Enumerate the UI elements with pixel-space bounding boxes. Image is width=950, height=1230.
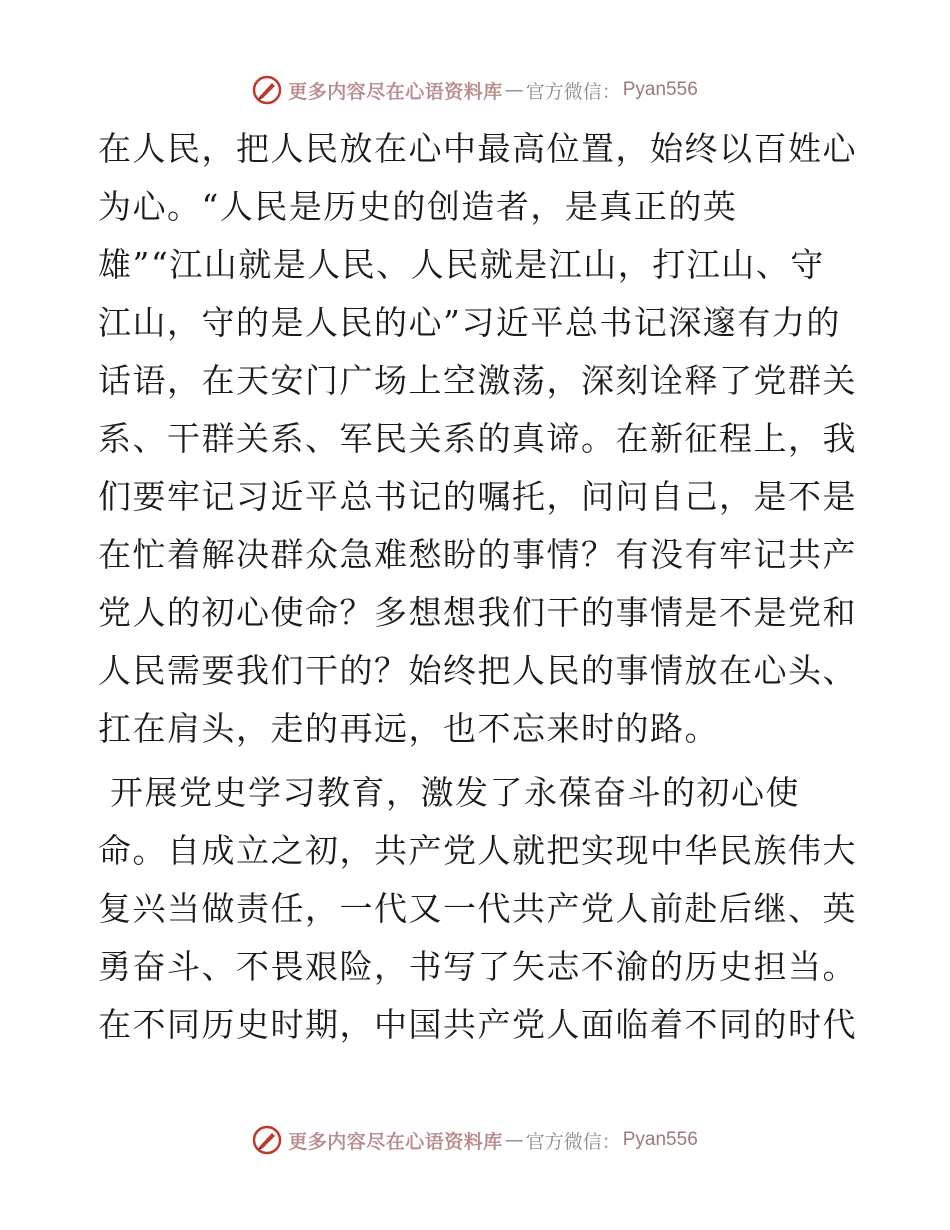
text-line: 扛在肩头，走的再远，也不忘来时的路。 [98,709,719,748]
document-body [98,120,858,1054]
text-line: 话语，在天安门广场上空激荡，深刻诠释了党群关 [98,361,857,400]
paragraph-1 [98,120,858,758]
footer-wechat-label: 官方微信： [525,1130,621,1153]
footer-banner [0,1120,950,1160]
text-line: 开展党史学习教育，激发了永葆奋斗的初心使 [98,773,800,812]
header-brand-text: 更多内容尽在心语资料库 [288,80,503,103]
text-line: 雄”“江山就是人民、人民就是江山，打江山、守 [98,245,825,284]
footer-wechat-id: Pyan556 [622,1129,698,1150]
text-line: 勇奋斗、不畏艰险，书写了矢志不渝的历史担当。 [98,947,857,986]
text-line: 人民需要我们干的？始终把人民的事情放在心头、 [98,651,857,690]
text-line: 党人的初心使命？多想想我们干的事情是不是党和 [98,593,857,632]
text-line: 江山，守的是人民的心”习近平总书记深邃有力的 [98,303,841,342]
text-line: 在忙着解决群众急难愁盼的事情？有没有牢记共产 [98,535,857,574]
header-banner [0,70,950,110]
pen-logo-icon [252,1125,282,1155]
footer-brand-text: 更多内容尽在心语资料库 [288,1130,503,1153]
text-line: 为心。“人民是历史的创造者，是真正的英 [98,187,738,226]
header-wechat-label: 官方微信： [525,80,621,103]
footer-separator: — [504,1129,524,1151]
pen-logo-icon [252,75,282,105]
text-line: 复兴当做责任，一代又一代共产党人前赴后继、英 [98,889,857,928]
text-line: 在人民，把人民放在心中最高位置，始终以百姓心 [98,129,857,168]
text-line: 命。自成立之初，共产党人就把实现中华民族伟大 [98,831,857,870]
paragraph-2 [98,764,858,1054]
header-wechat-id: Pyan556 [622,79,698,100]
text-line: 系、干群关系、军民关系的真谛。在新征程上，我 [98,419,857,458]
text-line: 在不同历史时期，中国共产党人面临着不同的时代 [98,1005,857,1044]
header-separator: — [504,79,524,101]
text-line: 们要牢记习近平总书记的嘱托，问问自己，是不是 [98,477,857,516]
